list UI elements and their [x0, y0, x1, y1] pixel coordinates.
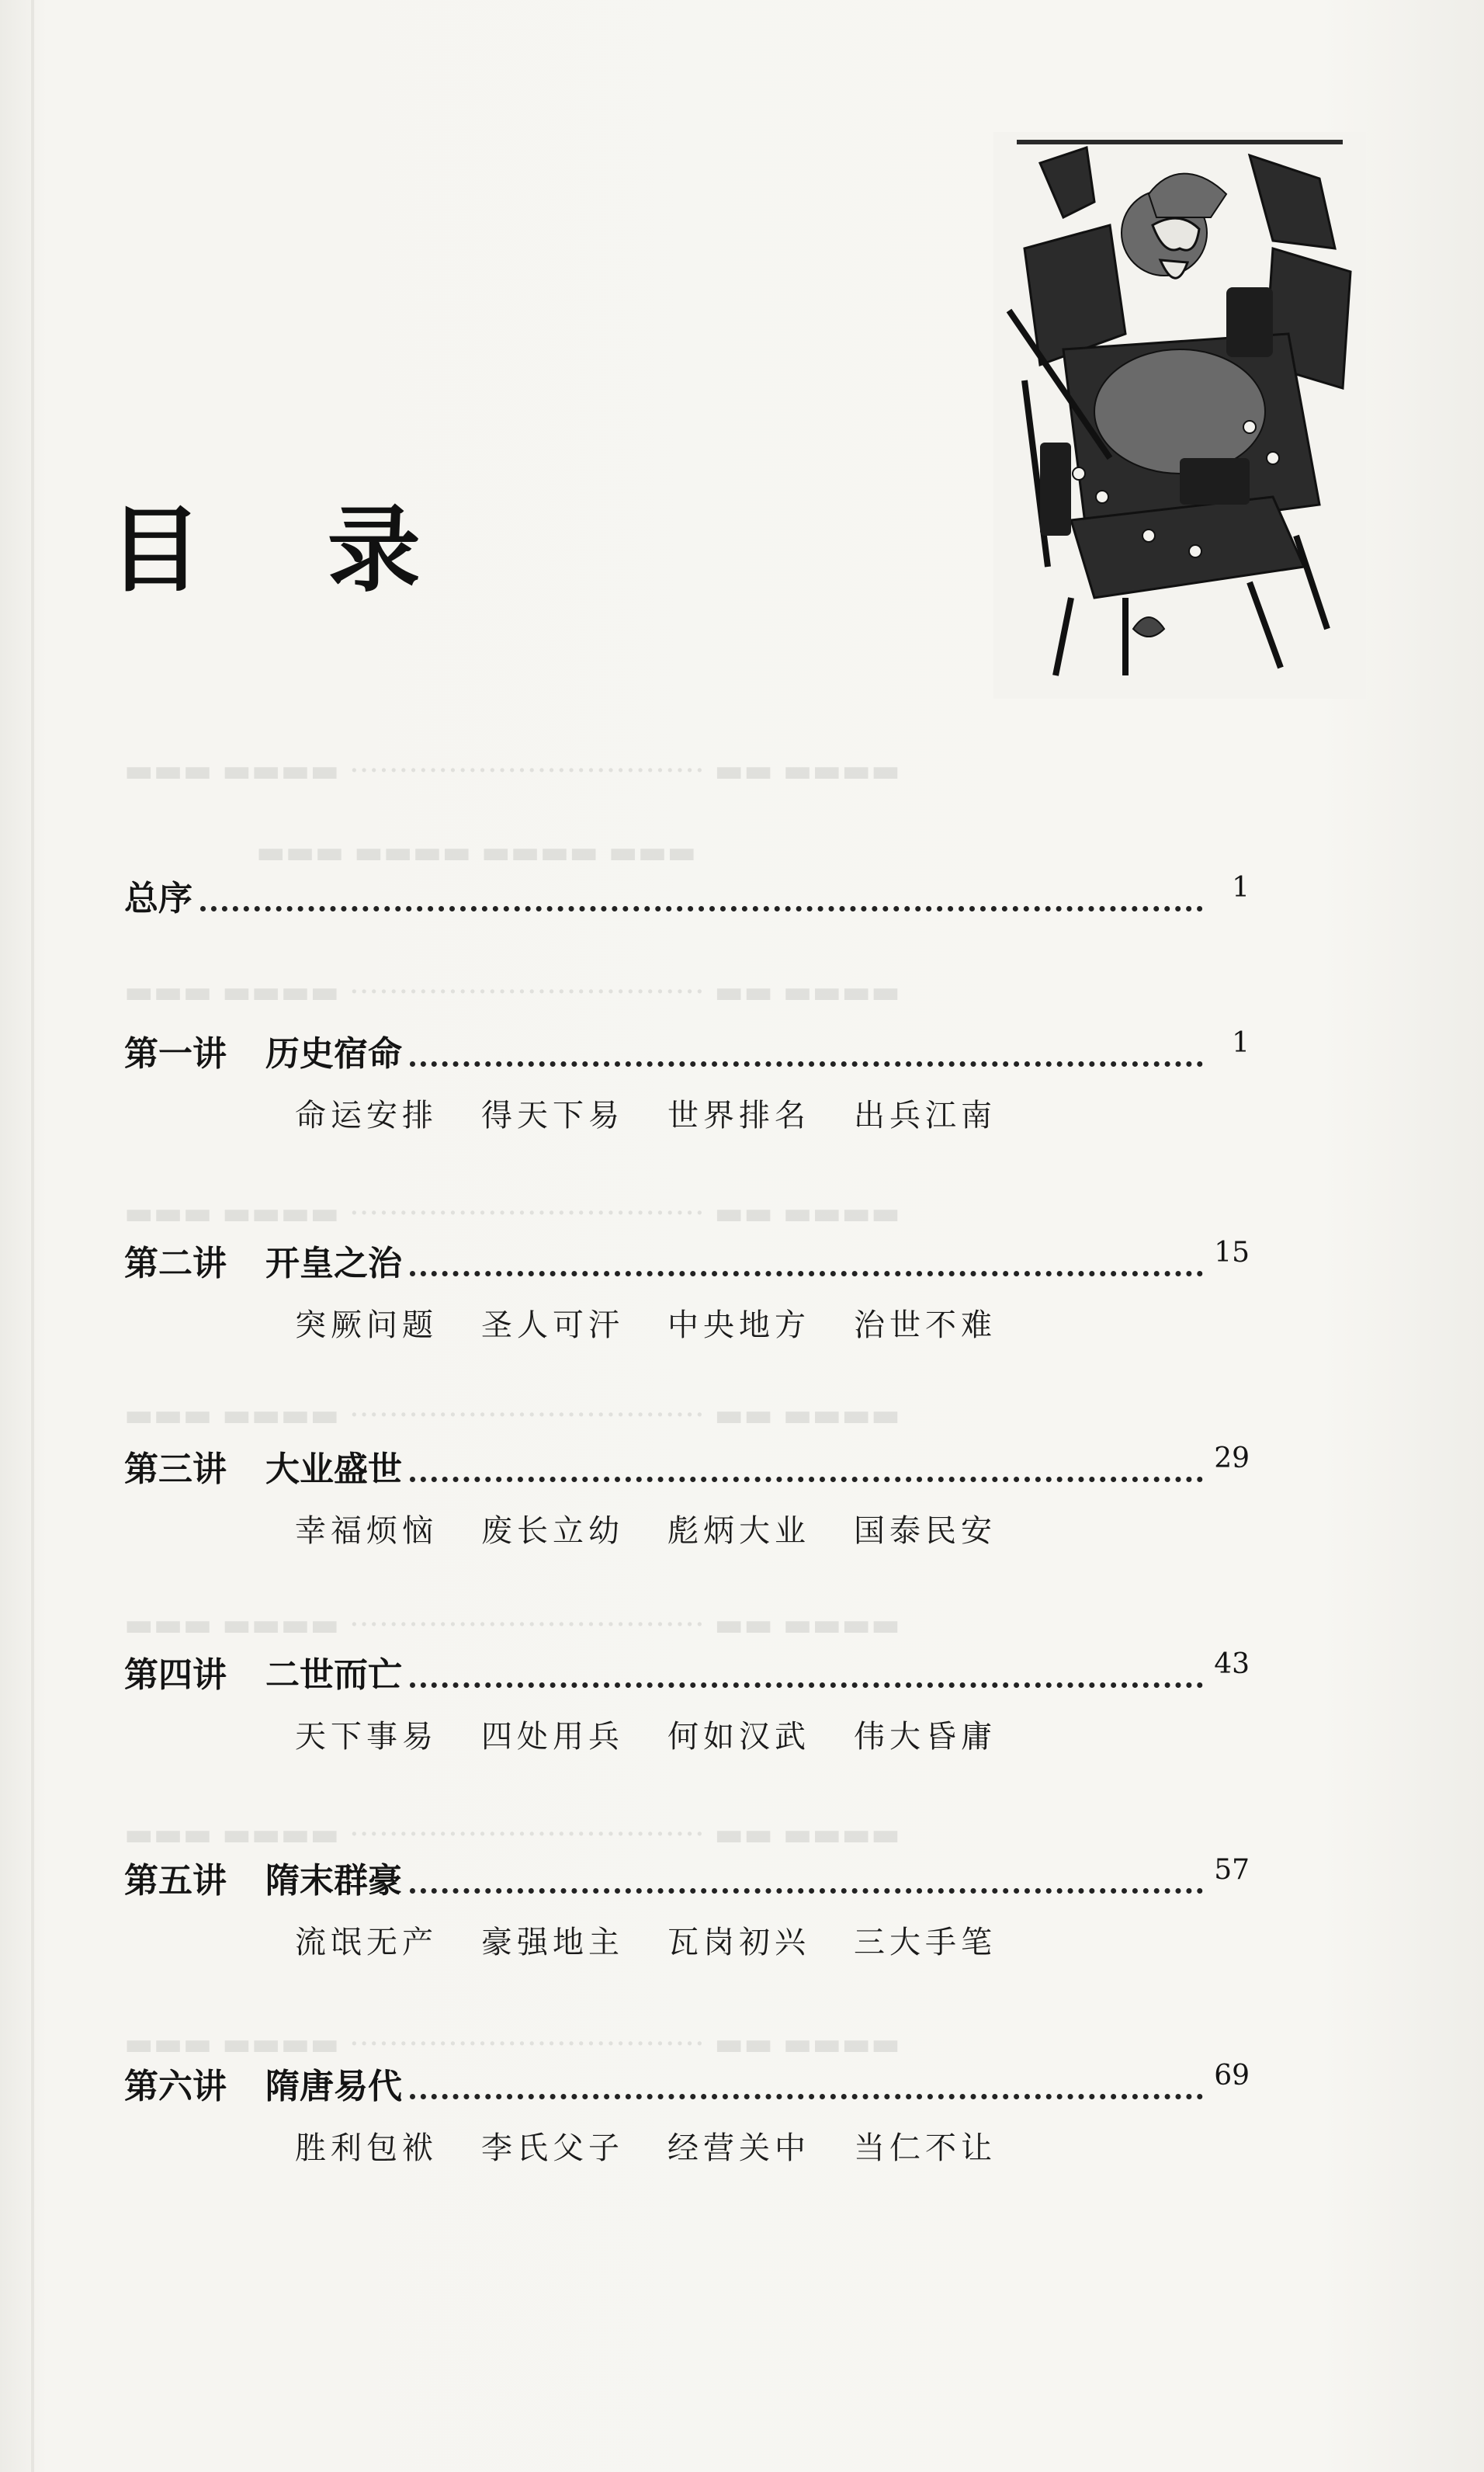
subtopic: 幸福烦恼	[295, 1513, 438, 1549]
toc-lecture-heading	[124, 1450, 402, 1489]
bleed-through-text: ▬▬▬ ▬▬▬▬ ···································· ▬▬ ▬▬▬▬	[124, 1607, 900, 1643]
lecture-title: 历史宿命	[265, 1034, 402, 1074]
lecture-subtopics	[295, 2123, 997, 2168]
subtopic: 突厥问题	[295, 1307, 438, 1343]
toc-lecture-heading	[124, 1244, 402, 1283]
subtopic: 伟大昏庸	[854, 1719, 997, 1755]
lecture-number: 第四讲	[124, 1655, 227, 1695]
subtopic: 治世不难	[854, 1307, 997, 1343]
lecture-page: 29	[1214, 1443, 1250, 1474]
lecture-page: 43	[1214, 1648, 1250, 1680]
bleed-through-text: ▬▬▬ ▬▬▬▬ ▬▬▬▬ ▬▬▬	[256, 835, 697, 870]
leader-dots	[200, 906, 1203, 911]
lecture-page: 69	[1214, 2060, 1250, 2092]
bleed-through-text: ▬▬▬ ▬▬▬▬ ···································· ▬▬ ▬▬▬▬	[124, 1196, 900, 1231]
subtopic: 李氏父子	[481, 2130, 624, 2166]
toc-lecture-row[interactable]	[124, 1638, 1250, 1693]
lecture-number: 第六讲	[124, 2067, 227, 2106]
lecture-page: 15	[1214, 1237, 1250, 1269]
subtopic: 国泰民安	[854, 1513, 997, 1549]
lecture-subtopics	[295, 1300, 997, 1345]
bleed-through-text: ▬▬▬ ▬▬▬▬ ···································· ▬▬ ▬▬▬▬	[124, 974, 900, 1010]
leader-dots	[410, 1271, 1203, 1276]
toc-lecture-heading	[124, 1655, 402, 1695]
lecture-number: 第一讲	[124, 1034, 227, 1074]
toc-preface-row[interactable]	[124, 862, 1250, 916]
subtopic: 流氓无产	[295, 1925, 438, 1960]
toc-lecture-heading	[124, 1861, 402, 1901]
subtopic: 废长立幼	[481, 1513, 624, 1549]
bleed-through-text: ▬▬▬ ▬▬▬▬ ···································· ▬▬ ▬▬▬▬	[124, 2026, 900, 2062]
leader-dots	[410, 1477, 1203, 1482]
lecture-title: 隋唐易代	[265, 2067, 402, 2106]
subtopic: 经营关中	[667, 2130, 810, 2166]
toc-lecture-row[interactable]	[124, 2050, 1250, 2104]
toc-lecture-row[interactable]	[124, 1432, 1250, 1487]
lecture-subtopics	[295, 1091, 997, 1135]
leader-dots	[410, 1888, 1203, 1894]
subtopic: 彪炳大业	[667, 1513, 810, 1549]
subtopic: 三大手笔	[854, 1925, 997, 1960]
lecture-number: 第二讲	[124, 1244, 227, 1283]
subtopic: 中央地方	[667, 1307, 810, 1343]
subtopic: 出兵江南	[854, 1098, 997, 1134]
subtopic: 胜利包袱	[295, 2130, 438, 2166]
lecture-title: 大业盛世	[265, 1450, 402, 1489]
toc-lecture-heading	[124, 1034, 402, 1074]
lecture-title: 开皇之治	[265, 1244, 402, 1283]
toc-preface-page: 1	[1232, 872, 1250, 904]
lecture-number: 第三讲	[124, 1450, 227, 1489]
page-gutter-shadow	[31, 0, 34, 2472]
subtopic: 天下事易	[295, 1719, 438, 1755]
leader-dots	[410, 1682, 1203, 1688]
leader-dots	[410, 1061, 1203, 1067]
door-god-warrior-on-horse-illustration	[993, 132, 1366, 699]
subtopic: 豪强地主	[481, 1925, 624, 1960]
toc-preface-label: 总序	[124, 879, 192, 918]
lecture-page: 1	[1232, 1027, 1250, 1059]
subtopic: 世界排名	[667, 1098, 810, 1134]
lecture-number: 第五讲	[124, 1861, 227, 1901]
bleed-through-text: ▬▬▬ ▬▬▬▬ ···································· ▬▬ ▬▬▬▬	[124, 1817, 900, 1852]
subtopic: 当仁不让	[854, 2130, 997, 2166]
leader-dots	[410, 2094, 1203, 2099]
subtopic: 圣人可汗	[481, 1307, 624, 1343]
toc-lecture-row[interactable]	[124, 1844, 1250, 1901]
subtopic: 得天下易	[481, 1098, 624, 1134]
toc-lecture-heading	[124, 2067, 402, 2106]
toc-lecture-row[interactable]	[124, 1017, 1250, 1074]
page-title: 目 录	[109, 497, 467, 605]
bleed-through-text: ▬▬▬ ▬▬▬▬ ···································· ▬▬ ▬▬▬▬	[124, 1397, 900, 1433]
subtopic: 瓦岗初兴	[667, 1925, 810, 1960]
lecture-title: 隋末群豪	[265, 1861, 402, 1901]
subtopic: 四处用兵	[481, 1719, 624, 1755]
lecture-page: 57	[1214, 1854, 1250, 1886]
lecture-title: 二世而亡	[265, 1655, 402, 1695]
toc-lecture-row[interactable]	[124, 1227, 1250, 1281]
lecture-subtopics	[295, 1712, 997, 1756]
subtopic: 何如汉武	[667, 1719, 810, 1755]
bleed-through-text: ▬▬▬ ▬▬▬▬ ···································· ▬▬ ▬▬▬▬	[124, 753, 900, 789]
lecture-subtopics	[295, 1506, 997, 1550]
subtopic: 命运安排	[295, 1098, 438, 1134]
lecture-subtopics	[295, 1918, 997, 1962]
